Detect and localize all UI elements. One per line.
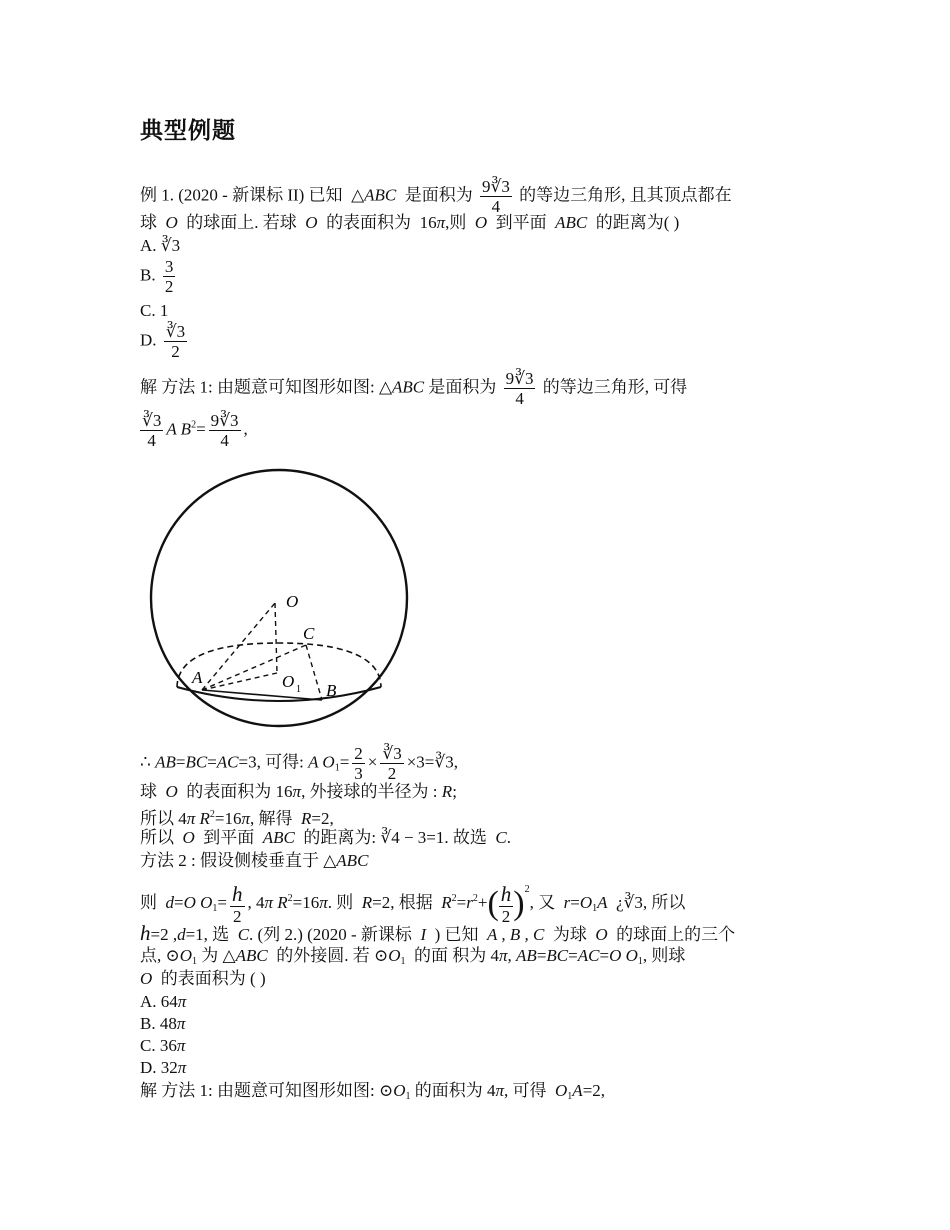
text: 的等边三角形, 可得 [542,377,688,397]
pi-symbol: π [495,1081,505,1100]
text: =16 [292,893,320,912]
math-var: AC [216,752,239,772]
label-O1-subscript: 1 [296,684,301,695]
text: ×3=∛3, [406,752,458,772]
text: 解 方法 1: 由题意可知图形如图: △ [140,377,393,397]
option-text: B. 48 [140,1014,177,1033]
math-var: AB [516,946,537,965]
text: =2, [311,809,334,828]
option-text: C. 36 [140,1036,177,1055]
fraction [499,881,514,926]
math-var: h [140,921,151,945]
text: =2 , [150,925,178,944]
label-O: O [286,592,299,611]
math-var: ABC [364,185,397,205]
superscript: 2 [209,809,215,820]
fraction [140,412,163,449]
subscript: 1 [567,1091,573,1102]
fraction-numerator: 3 [164,257,174,276]
right-paren: ) [513,885,525,923]
therefore-symbol: ∴ [140,752,151,772]
math-var: R [441,893,452,912]
text: ) 已知 [434,925,479,944]
math-var: BC [185,752,208,772]
text: =2, 根据 [372,893,433,912]
label-B: B [326,681,337,700]
text: 到平面 [203,828,255,847]
fraction [352,745,365,782]
option-d [140,323,190,360]
math-var: A , B , C [487,925,545,944]
text: 为球 [552,925,587,944]
math-var: ABC [336,851,369,870]
text: = [570,893,580,912]
option-b [140,1014,185,1034]
superscript: 2 [524,884,530,895]
text: , [243,419,248,439]
math-var: I [420,925,427,944]
fraction-numerator: ∛3 [165,322,186,341]
text: 是面积为 [428,377,497,397]
label-A: A [192,668,203,687]
option-text: D. 32 [140,1058,178,1077]
text: 的距离为( ) [595,213,680,232]
text: 为 △ [201,946,236,965]
text: 例 1. (2020 - 新课标 II) 已知 [140,185,343,205]
math-var: C [495,828,507,847]
edge-AB [202,690,322,700]
math-var: AB [155,752,176,772]
option-a [140,992,186,1012]
pi-symbol: π [177,1058,187,1077]
label-C: C [303,624,315,643]
fraction [504,370,536,407]
math-var: R [361,893,373,912]
example2-line3 [140,969,266,989]
math-var: ABC [555,213,588,232]
fraction-denominator: 4 [515,389,524,408]
pi-symbol: π [176,1014,186,1033]
pi-symbol: π [292,782,302,801]
text: 16 [419,213,437,232]
ellipse-front-arc [177,687,381,701]
math-var: r [466,893,473,912]
text: , 4 [247,893,265,912]
text: 的距离为: ∛4 − 3=1. 故选 [303,828,487,847]
subscript: 1 [212,903,218,914]
text: . 则 [327,893,354,912]
sphere-outline [151,470,407,726]
fraction-denominator: 4 [220,431,229,450]
option-c [140,1036,185,1056]
math-var: d [165,893,174,912]
text: . (列 2.) (2020 - 新课标 [249,925,412,944]
option-c: C. 1 [140,301,169,320]
text: =2, [582,1081,606,1100]
math-var: O O [183,893,213,912]
text: 的表面积为 ( ) [160,969,266,988]
math-var: ABC [392,377,425,397]
math-var: O [555,1081,568,1100]
option-label: D. [140,330,157,350]
text: 的表面积为 [326,213,412,232]
math-var: A O [308,752,335,772]
triangle-symbol: △ [351,185,365,205]
text: = [175,752,186,772]
fraction-denominator: 2 [387,764,397,783]
fraction-numerator: 2 [354,744,363,763]
subscript: 1 [592,903,598,914]
label-O1: O [282,672,295,691]
solution1-line2 [140,412,248,449]
math-var: d [177,925,186,944]
left-paren: ( [487,885,499,923]
superscript: 2 [287,893,293,904]
text: 的外接圆. 若 ⊙ [276,946,389,965]
text: + [477,893,488,912]
text: , 可得 [504,1081,547,1100]
text: = [536,946,547,965]
math-var: R [301,809,312,828]
text: 的面积为 4 [414,1081,496,1100]
text: × [367,752,378,772]
math-var: C [237,925,250,944]
example1-line2 [140,213,679,233]
fraction-denominator: 2 [501,906,511,926]
fraction [164,323,187,360]
math-var: π R [264,893,288,912]
math-var: O [305,213,318,232]
math-var: AC [577,946,600,965]
fraction-numerator: h [232,881,243,906]
math-var: A [572,1081,583,1100]
text: 球 [140,213,157,232]
text: = [207,752,217,772]
example1-line1 [140,178,732,215]
text: 的等边三角形, 且其顶点都在 [519,185,732,205]
math-var: O [474,213,488,232]
subscript: 1 [334,762,340,774]
text: ; [452,782,457,801]
fraction-numerator: 9∛3 [482,177,510,196]
fraction-denominator: 2 [233,906,242,926]
method2-line [140,851,368,871]
edge-CB [306,645,322,700]
math-var: r [563,893,571,912]
pi-symbol: π [436,213,446,232]
superscript: 2 [472,893,478,904]
fraction-numerator: 9∛3 [505,369,534,388]
text: , [507,946,512,965]
method2-formula-line [140,880,685,925]
text: =1, 选 [185,925,230,944]
math-var: O [579,893,593,912]
fraction [380,745,403,782]
edge-OA [202,603,275,690]
edge-OO1 [275,603,277,673]
option-a: A. ∛3 [140,236,181,255]
section-heading: 典型例题 [140,118,236,144]
fraction-numerator: ∛3 [382,744,402,763]
text: 到平面 [495,213,547,232]
math-var: ABC [235,946,268,965]
pi-symbol: π [176,1036,186,1055]
text: , 又 [529,893,556,912]
math-var: O [140,969,153,988]
text: = [174,893,184,912]
fraction [230,881,245,926]
text: , 则球 [642,946,686,965]
fraction [209,412,241,449]
subscript: 1 [637,956,643,967]
text: =16 [214,809,242,828]
option-text: A. 64 [140,992,178,1011]
text: ,则 [445,213,467,232]
text: = [599,946,610,965]
math-var: O [388,946,401,965]
subscript: 1 [405,1091,411,1102]
solution1-line3 [140,745,458,782]
subscript: 1 [192,956,198,967]
option-d [140,1058,186,1078]
math-var: O O [609,946,638,965]
text: . [506,828,511,847]
solution1-line1 [140,370,687,407]
text: 所以 4 [140,809,187,828]
math-var: O [179,946,193,965]
text: = [568,946,578,965]
pi-symbol: π [319,893,328,912]
fraction-denominator: 3 [354,764,363,783]
fraction-denominator: 2 [171,342,180,361]
text: 是面积为 [404,185,473,205]
math-var: R [441,782,453,801]
math-var: O [165,213,178,232]
pi-symbol: π [177,992,187,1011]
text: 则 [140,893,157,912]
solution1-line4 [140,782,457,802]
fraction-numerator: h [500,881,512,906]
text: = [456,893,467,912]
math-var: O [165,782,178,801]
option-label: B. [140,265,156,285]
text: 所以 [140,828,174,847]
math-var: O [393,1081,406,1100]
fraction-denominator: 4 [491,197,501,216]
text: , 解得 [250,809,293,828]
pi-symbol: π [499,946,508,965]
superscript: 2 [451,893,457,904]
math-var: O [595,925,608,944]
text: 方法 2 : 假设侧棱垂直于 △ [140,851,337,870]
ellipse-back-arc [177,643,381,687]
fraction-numerator: 9∛3 [210,411,239,430]
solution2-line1 [140,1081,605,1107]
text: 的面 积为 4 [414,946,499,965]
math-var: O [182,828,195,847]
text: 球 [140,782,157,801]
text: = [339,752,350,772]
text: 点, ⊙ [140,946,180,965]
math-var: π R [186,809,210,828]
fraction-denominator: 2 [164,277,174,296]
text: , 外接球的半径为 : [301,782,438,801]
fraction [480,178,512,215]
superscript: 2 [191,419,197,431]
text: =3, 可得: [238,752,304,772]
math-var: A [597,893,608,912]
math-var: BC [546,946,569,965]
text: 的表面积为 16 [186,782,293,801]
fraction-denominator: 4 [147,431,156,450]
text: = [217,893,227,912]
option-b [140,258,178,295]
fraction-numerator: ∛3 [142,411,162,430]
example2-line1 [140,923,735,945]
subscript: 1 [400,956,406,967]
fraction [163,258,176,295]
sphere-diagram [140,465,420,735]
math-var: A B [166,419,192,439]
math-var: ABC [262,828,295,847]
text: 解 方法 1: 由题意可知图形如图: ⊙ [140,1081,394,1100]
text: ¿∛3, 所以 [616,893,686,912]
text: 的球面上. 若球 [186,213,297,232]
pi-symbol: π [241,809,251,828]
solution1-line5 [140,805,334,829]
text: 的球面上的三个 [616,925,736,944]
solution1-line6 [140,828,511,848]
text: = [196,419,206,439]
